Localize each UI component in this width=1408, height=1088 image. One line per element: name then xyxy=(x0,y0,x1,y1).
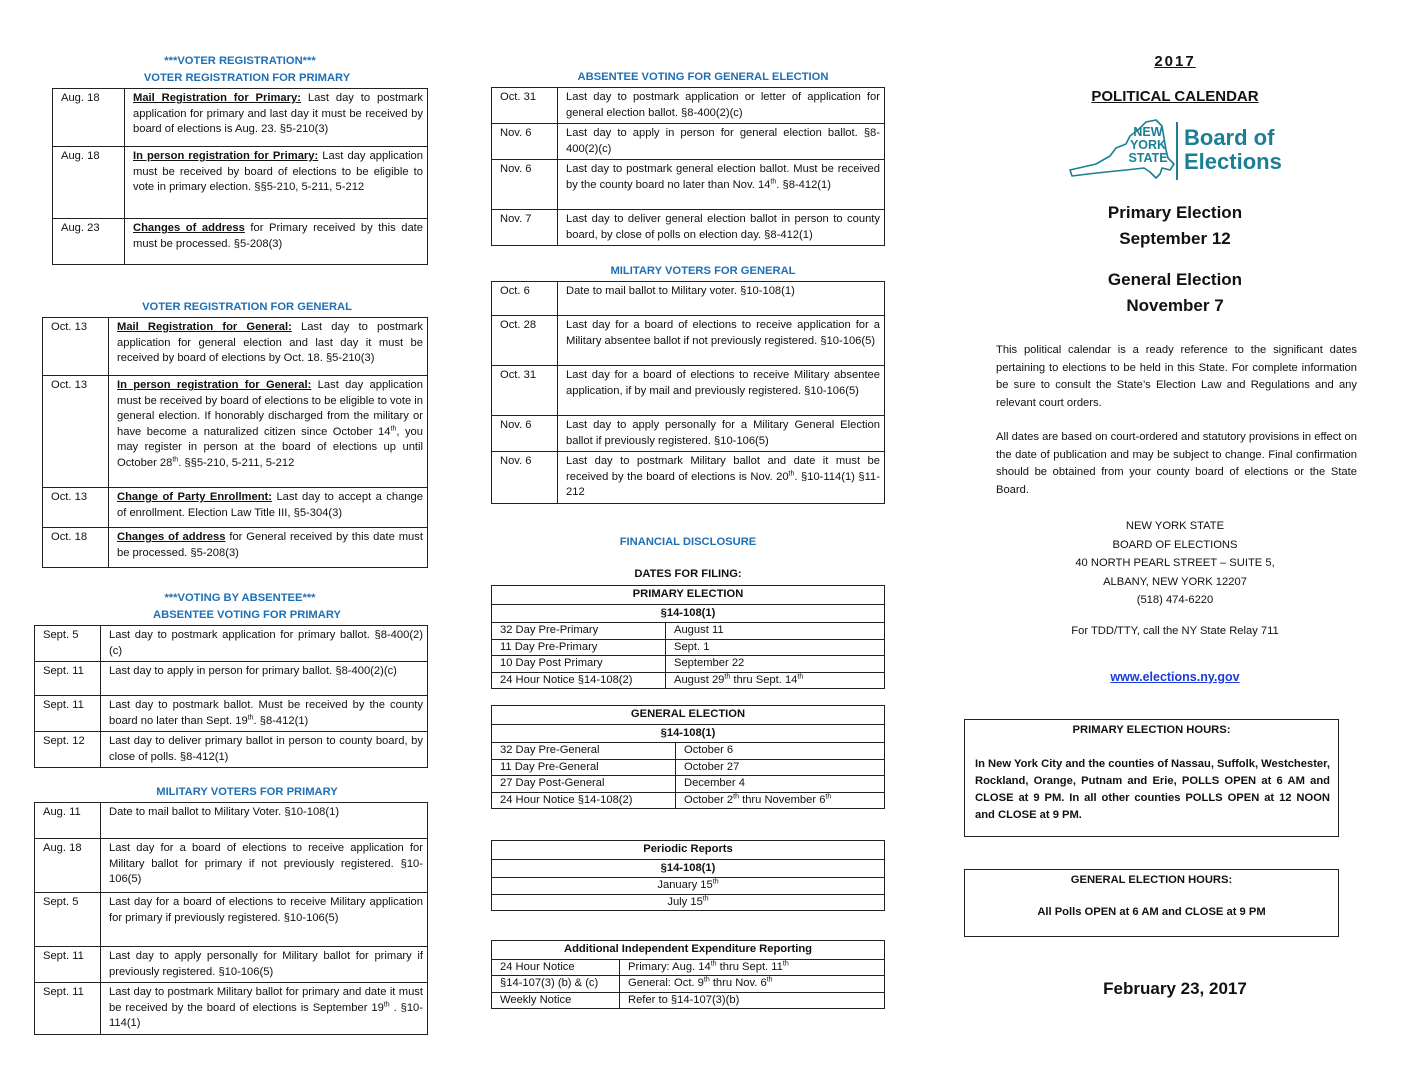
fin-title: PRIMARY ELECTION xyxy=(492,586,885,605)
row-text: Last day to apply personally for Military ballot for primary if previously registered. §10-106(5) xyxy=(109,950,423,978)
independent-value: Refer to §14-107(3)(b) xyxy=(620,992,885,1009)
calendar-row xyxy=(35,732,428,768)
row-text: Last day to apply personally for a Military General Election ballot if previously registered. §10-106(5) xyxy=(566,419,880,447)
row-description xyxy=(101,947,428,983)
row-date: Aug. 11 xyxy=(35,803,101,839)
table-primary-financial xyxy=(491,585,885,689)
fin-value: October 2th thru November 6th xyxy=(676,792,885,809)
publication-date: February 23, 2017 xyxy=(1103,979,1247,998)
independent-title: Additional Independent Expenditure Reporting xyxy=(492,941,885,960)
periodic-date: January 15th xyxy=(492,878,885,895)
row-text: Last day for a board of elections to receive Military absentee application, if by mail and previously registered. §10-106(5) xyxy=(566,369,880,397)
row-description xyxy=(109,376,428,488)
periodic-date: July 15th xyxy=(492,894,885,911)
row-description xyxy=(101,983,428,1035)
row-date: Oct. 13 xyxy=(43,376,109,488)
row-lead: Mail Registration for Primary: xyxy=(133,92,301,104)
fin-label: 32 Day Pre-General xyxy=(492,743,676,760)
fin-section: §14-108(1) xyxy=(492,604,885,623)
row-text: Last day to postmark Military ballot and date it must be received by the board of elections is Nov. 20th. §10-114(1) §11-212 xyxy=(566,455,880,498)
row-text: Last day application must be received by board of elections to be eligible to vote in general election. If honorably discharged from the military or have become a naturalized citizen since October 14th, you may register in person at the board of elections up until October 28th. §§5-210, 5-211, 5-212 xyxy=(117,379,423,469)
fin-value: August 11 xyxy=(666,623,885,640)
row-lead: In person registration for General: xyxy=(117,379,312,391)
hdr-military-primary: MILITARY VOTERS FOR PRIMARY xyxy=(156,786,338,798)
row-text: Date to mail ballot to Military voter. §10-108(1) xyxy=(566,285,795,297)
calendar-row xyxy=(35,983,428,1035)
row-date: Nov. 7 xyxy=(492,210,558,246)
independent-row xyxy=(492,992,885,1009)
row-text: Last day to postmark application for general election and last day it must be received by board of elections by Oct. 18. §5-210(3) xyxy=(117,321,423,364)
table-general-financial xyxy=(491,705,885,809)
row-description xyxy=(125,147,428,219)
row-description xyxy=(558,160,885,210)
fin-row xyxy=(492,743,885,760)
calendar-row xyxy=(43,488,428,528)
hdr-registration-general: VOTER REGISTRATION FOR GENERAL xyxy=(142,301,352,313)
row-date: Oct. 31 xyxy=(492,88,558,124)
row-description xyxy=(109,318,428,376)
general-election-label: General Election xyxy=(1107,270,1243,289)
calendar-row xyxy=(492,366,885,416)
row-text: Date to mail ballot to Military Voter. §10-108(1) xyxy=(109,806,340,818)
row-date: Sept. 11 xyxy=(35,983,101,1035)
row-text: Last day for a board of elections to receive application for Military ballot for primary if not previously registered. §10-106(5) xyxy=(109,842,423,885)
fin-value: Sept. 1 xyxy=(666,639,885,656)
row-date: Aug. 18 xyxy=(53,147,125,219)
intro-paragraph-1: This political calendar is a ready reference to the significant dates pertaining to elections to be held in this State. For complete information be sure to consult the State’s Election Law and Regulations and any relevant court orders. xyxy=(996,344,1357,409)
fin-label: 10 Day Post Primary xyxy=(492,656,666,673)
calendar-row xyxy=(53,89,428,147)
hdr-financial-disclosure: FINANCIAL DISCLOSURE xyxy=(619,536,757,548)
row-date: Oct. 13 xyxy=(43,318,109,376)
calendar-row xyxy=(492,416,885,452)
table-absentee-primary xyxy=(34,625,428,768)
row-text: Last day to accept a change of enrollment. Election Law Title III, §5-304(3) xyxy=(117,491,423,519)
table-military-general xyxy=(491,281,885,504)
calendar-row xyxy=(35,947,428,983)
periodic-section: §14-108(1) xyxy=(492,859,885,878)
periodic-title: Periodic Reports xyxy=(492,841,885,860)
hdr-voter-registration: ***VOTER REGISTRATION*** xyxy=(164,55,316,67)
row-date: Aug. 23 xyxy=(53,219,125,265)
independent-label: §14-107(3) (b) & (c) xyxy=(492,976,620,993)
row-description xyxy=(558,416,885,452)
general-hours-text: All Polls OPEN at 6 AM and CLOSE at 9 PM xyxy=(1037,906,1266,918)
general-election-date: November 7 xyxy=(1126,296,1224,315)
row-description xyxy=(558,124,885,160)
table-registration-general xyxy=(42,317,428,568)
fin-value: September 22 xyxy=(666,656,885,673)
row-date: Sept. 5 xyxy=(35,626,101,662)
row-description xyxy=(101,803,428,839)
primary-hours-text: In New York City and the counties of Nassau, Suffolk, Westchester, Rockland, Orange, Putnam and Erie, POLLS OPEN at 6 AM and CLOSE at 9 PM. In all other counties POLLS OPEN at 12 NOON and CLOSE at 9 PM. xyxy=(975,758,1330,821)
independent-row xyxy=(492,976,885,993)
calendar-row xyxy=(43,376,428,488)
table-periodic-reports xyxy=(491,840,885,911)
row-lead: Change of Party Enrollment: xyxy=(117,491,273,503)
row-description xyxy=(101,696,428,732)
fin-section: §14-108(1) xyxy=(492,724,885,743)
calendar-row xyxy=(35,839,428,893)
row-description xyxy=(101,893,428,947)
independent-label: 24 Hour Notice xyxy=(492,959,620,976)
independent-label: Weekly Notice xyxy=(492,992,620,1009)
intro-paragraph-2: All dates are based on court-ordered and statutory provisions in effect on the date of publication and may be subject to change. Final confirmation should be obtained from your county board of elections or the State Board. xyxy=(996,431,1357,496)
row-lead: Mail Registration for General: xyxy=(117,321,292,333)
row-description xyxy=(558,210,885,246)
row-description xyxy=(101,839,428,893)
fin-label: 11 Day Pre-General xyxy=(492,759,676,776)
fin-value: August 29th thru Sept. 14th xyxy=(666,672,885,689)
row-text: for Primary received by this date must be processed. §5-208(3) xyxy=(133,222,424,250)
fin-title: GENERAL ELECTION xyxy=(492,706,885,725)
independent-value: General: Oct. 9th thru Nov. 6th xyxy=(620,976,885,993)
row-date: Nov. 6 xyxy=(492,124,558,160)
row-date: Oct. 6 xyxy=(492,282,558,316)
fin-value: December 4 xyxy=(676,776,885,793)
fin-row xyxy=(492,759,885,776)
board-address: NEW YORK STATE BOARD OF ELECTIONS 40 NORTH PEARL STREET – SUITE 5, ALBANY, NEW YORK 12207 (518) 474-6220 xyxy=(1075,520,1275,606)
row-date: Oct. 28 xyxy=(492,316,558,366)
row-date: Sept. 11 xyxy=(35,696,101,732)
fin-value: October 27 xyxy=(676,759,885,776)
row-text: Last day application must be received by board of elections to be eligible to vote in primary election. §§5-210, 5-211, 5-212 xyxy=(133,150,424,193)
row-description xyxy=(125,89,428,147)
row-date: Nov. 6 xyxy=(492,416,558,452)
row-date: Sept. 5 xyxy=(35,893,101,947)
primary-election-date: September 12 xyxy=(1119,229,1231,248)
row-date: Oct. 18 xyxy=(43,528,109,568)
logo-board-text: Board of Elections xyxy=(1184,125,1282,174)
row-text: Last day for a board of elections to receive Military application for primary if previously registered. §10-106(5) xyxy=(109,896,423,924)
table-independent-expenditure xyxy=(491,940,885,1009)
dates-for-filing: DATES FOR FILING: xyxy=(634,568,742,580)
row-description xyxy=(558,88,885,124)
fin-row xyxy=(492,639,885,656)
calendar-row xyxy=(35,803,428,839)
row-date: Sept. 11 xyxy=(35,947,101,983)
general-hours-box xyxy=(964,869,1339,937)
hdr-absentee-general: ABSENTEE VOTING FOR GENERAL ELECTION xyxy=(577,71,829,83)
periodic-row xyxy=(492,894,885,911)
general-hours-title: GENERAL ELECTION HOURS: xyxy=(1070,874,1233,886)
row-date: Oct. 31 xyxy=(492,366,558,416)
calendar-row xyxy=(53,219,428,265)
hdr-registration-primary: VOTER REGISTRATION FOR PRIMARY xyxy=(143,72,351,84)
fin-label: 11 Day Pre-Primary xyxy=(492,639,666,656)
hdr-military-general: MILITARY VOTERS FOR GENERAL xyxy=(610,265,796,277)
independent-row xyxy=(492,959,885,976)
row-text: Last day to apply in person for primary ballot. §8-400(2)(c) xyxy=(109,665,397,677)
independent-value: Primary: Aug. 14th thru Sept. 11th xyxy=(620,959,885,976)
logo-divider xyxy=(1176,122,1178,180)
fin-label: 24 Hour Notice §14-108(2) xyxy=(492,672,666,689)
calendar-row xyxy=(492,88,885,124)
calendar-row xyxy=(35,696,428,732)
row-text: Last day to postmark Military ballot for primary and date it must be received by the board of elections is September 19th . §10-114(1) xyxy=(109,986,423,1029)
fin-label: 32 Day Pre-Primary xyxy=(492,623,666,640)
calendar-row xyxy=(492,160,885,210)
table-registration-primary xyxy=(52,88,428,265)
row-date: Aug. 18 xyxy=(35,839,101,893)
calendar-row xyxy=(492,452,885,504)
fin-row xyxy=(492,792,885,809)
calendar-row xyxy=(492,316,885,366)
calendar-row xyxy=(492,124,885,160)
calendar-row xyxy=(492,210,885,246)
calendar-title: POLITICAL CALENDAR xyxy=(1091,88,1259,105)
row-text: Last day for a board of elections to receive application for a Military absentee ballot if not previously registered. §10-106(5) xyxy=(566,319,880,347)
hdr-voting-by-absentee: ***VOTING BY ABSENTEE*** xyxy=(164,592,316,604)
logo-state-text: NEW YORK STATE xyxy=(1128,125,1168,165)
row-description xyxy=(558,282,885,316)
calendar-row xyxy=(35,626,428,662)
fin-row xyxy=(492,623,885,640)
calendar-year: 2017 xyxy=(1154,53,1196,70)
row-date: Nov. 6 xyxy=(492,160,558,210)
calendar-row xyxy=(35,662,428,696)
row-date: Sept. 11 xyxy=(35,662,101,696)
primary-election-label: Primary Election xyxy=(1107,203,1243,222)
fin-row xyxy=(492,656,885,673)
table-absentee-general xyxy=(491,87,885,246)
table-military-primary xyxy=(34,802,428,1035)
row-text: Last day to apply in person for general election ballot. §8-400(2)(c) xyxy=(566,127,880,155)
primary-hours-title: PRIMARY ELECTION HOURS: xyxy=(1072,724,1231,736)
nys-board-logo xyxy=(1066,118,1292,184)
row-description xyxy=(125,219,428,265)
row-text: for General received by this date must be processed. §5-208(3) xyxy=(117,531,423,559)
fin-value: October 6 xyxy=(676,743,885,760)
row-date: Oct. 13 xyxy=(43,488,109,528)
row-description xyxy=(109,528,428,568)
primary-hours-box xyxy=(964,719,1339,837)
row-text: Last day to postmark application for primary and last day it must be received by board of elections is Aug. 23. §5-210(3) xyxy=(133,92,423,135)
row-description xyxy=(101,732,428,768)
row-text: Last day to postmark ballot. Must be received by the county board no later than Sept. 19th. §8-412(1) xyxy=(109,699,423,727)
hdr-absentee-primary: ABSENTEE VOTING FOR PRIMARY xyxy=(153,609,341,621)
fin-row xyxy=(492,672,885,689)
row-date: Aug. 18 xyxy=(53,89,125,147)
calendar-row xyxy=(43,318,428,376)
row-description xyxy=(558,452,885,504)
row-text: Last day to postmark general election ballot. Must be received by the county board no later than Nov. 14th. §8-412(1) xyxy=(566,163,880,191)
calendar-row xyxy=(43,528,428,568)
calendar-row xyxy=(35,893,428,947)
row-lead: Changes of address xyxy=(133,222,245,234)
row-description xyxy=(101,662,428,696)
fin-label: 27 Day Post-General xyxy=(492,776,676,793)
row-description xyxy=(558,316,885,366)
row-description xyxy=(109,488,428,528)
row-date: Sept. 12 xyxy=(35,732,101,768)
row-text: Last day to postmark application for primary ballot. §8-400(2)(c) xyxy=(109,629,423,657)
row-text: Last day to deliver general election ballot in person to county board, by close of polls on election day. §8-412(1) xyxy=(566,213,880,241)
website-link[interactable]: www.elections.ny.gov xyxy=(1110,670,1240,684)
row-description xyxy=(558,366,885,416)
row-description xyxy=(101,626,428,662)
tdd-tty-line: For TDD/TTY, call the NY State Relay 711 xyxy=(1071,625,1279,637)
periodic-row xyxy=(492,878,885,895)
calendar-row xyxy=(492,282,885,316)
row-lead: Changes of address xyxy=(117,531,226,543)
row-text: Last day to deliver primary ballot in person to county board, by close of polls. §8-412(1) xyxy=(109,735,423,763)
calendar-row xyxy=(53,147,428,219)
row-date: Nov. 6 xyxy=(492,452,558,504)
row-text: Last day to postmark application or letter of application for general election ballot. §8-400(2)(c) xyxy=(566,91,880,119)
row-lead: In person registration for Primary: xyxy=(133,150,319,162)
fin-row xyxy=(492,776,885,793)
fin-label: 24 Hour Notice §14-108(2) xyxy=(492,792,676,809)
